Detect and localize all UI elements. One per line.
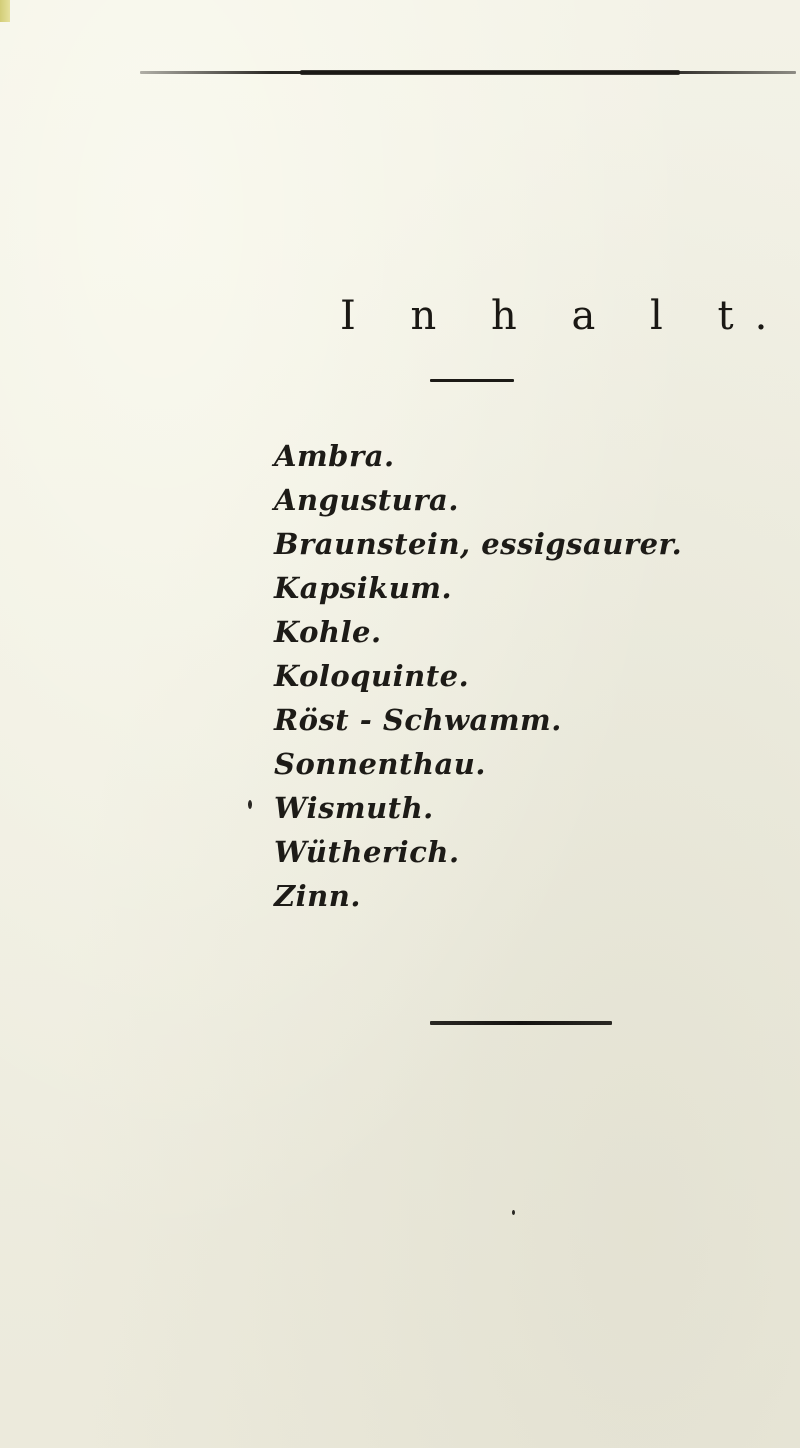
contents-entry: Kohle. xyxy=(274,615,382,649)
title-rule xyxy=(430,379,514,382)
ink-speck xyxy=(512,1210,515,1215)
contents-entry: Braunstein, essigsaurer. xyxy=(274,527,683,561)
contents-entry: Ambra. xyxy=(274,439,395,473)
top-rule-heavy xyxy=(300,70,680,75)
contents-entry: Kapsikum. xyxy=(274,571,453,605)
contents-list xyxy=(274,434,682,918)
page-title: I n h a l t. xyxy=(340,293,789,339)
page-corner-mark xyxy=(0,0,10,22)
contents-entry: Koloquinte. xyxy=(274,659,470,693)
contents-entry: Wütherich. xyxy=(274,835,460,869)
contents-entry: Zinn. xyxy=(274,879,361,913)
ink-speck xyxy=(248,800,252,809)
contents-entry: Angustura. xyxy=(274,483,459,517)
bottom-rule xyxy=(430,1021,612,1025)
contents-entry: Wismuth. xyxy=(274,791,434,825)
contents-entry: Sonnenthau. xyxy=(274,747,486,781)
contents-entry: Röst - Schwamm. xyxy=(274,703,562,737)
